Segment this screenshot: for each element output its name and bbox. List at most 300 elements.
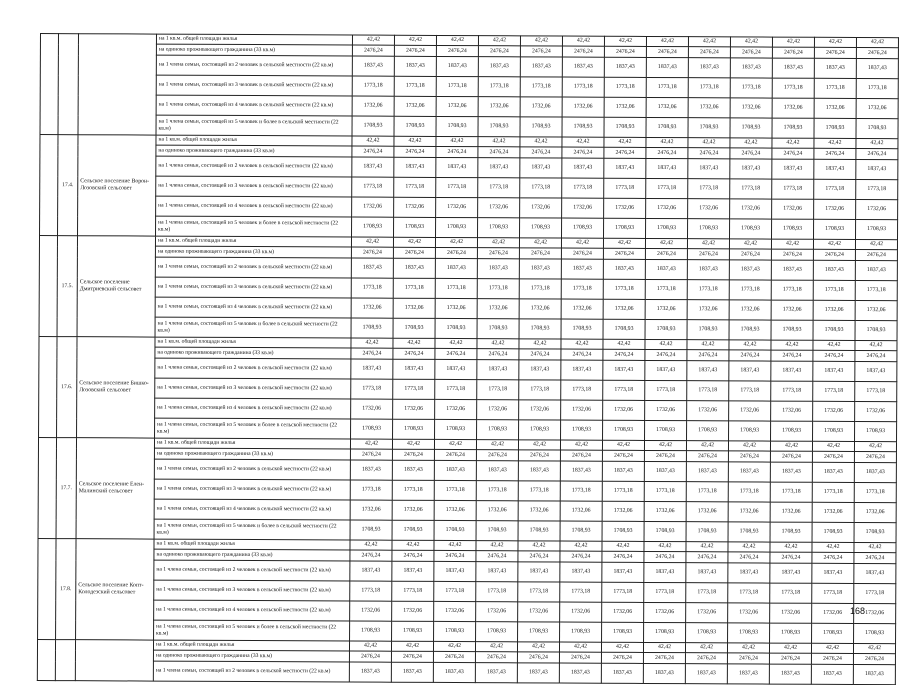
value-cell: 42,42 [351, 338, 393, 348]
value-cell: 1732,06 [770, 502, 812, 522]
value-cell: 1837,43 [476, 562, 518, 582]
value-cell: 1708,93 [519, 420, 561, 440]
value-cell: 42,42 [393, 338, 435, 348]
value-cell: 1837,43 [854, 563, 896, 583]
value-cell: 1773,18 [352, 177, 394, 197]
value-cell: 1837,43 [729, 361, 771, 381]
value-cell: 1708,93 [771, 320, 813, 340]
value-cell: 1708,93 [477, 420, 519, 440]
value-cell: 1732,06 [393, 399, 435, 419]
value-cell: 1773,18 [351, 379, 393, 399]
value-cell: 1708,93 [560, 521, 602, 541]
value-cell: 1837,43 [434, 460, 476, 480]
value-cell: 1732,06 [730, 98, 772, 118]
value-cell: 1837,43 [603, 259, 645, 279]
value-cell: 1732,06 [392, 601, 434, 621]
value-cell: 1773,18 [730, 78, 772, 98]
row-label: на 1 кв.м. общей площади жилья [156, 135, 352, 146]
section-code: 17.8. [56, 539, 76, 640]
value-cell: 42,42 [478, 137, 520, 147]
value-cell: 1837,43 [349, 662, 391, 682]
value-cell: 1732,06 [646, 97, 688, 117]
value-cell: 2476,24 [433, 651, 475, 662]
value-cell: 42,42 [727, 643, 769, 653]
value-cell: 1837,43 [518, 461, 560, 481]
value-cell: 1732,06 [645, 299, 687, 319]
value-cell: 1773,18 [518, 481, 560, 501]
value-cell: 1837,43 [772, 159, 814, 179]
value-cell: 1732,06 [392, 500, 434, 520]
value-cell: 2476,24 [813, 249, 855, 260]
value-cell: 1708,93 [562, 218, 604, 238]
value-cell: 1732,06 [519, 400, 561, 420]
value-cell: 1732,06 [478, 198, 520, 218]
value-cell: 1732,06 [562, 97, 604, 117]
value-cell: 2476,24 [730, 148, 772, 159]
value-cell: 1773,18 [477, 279, 519, 299]
value-cell: 42,42 [349, 641, 391, 651]
value-cell: 1732,06 [434, 500, 476, 520]
value-cell: 1708,93 [520, 218, 562, 238]
value-cell: 42,42 [855, 239, 897, 249]
settlement-name [75, 640, 153, 681]
value-cell: 2476,24 [727, 653, 769, 664]
value-cell: 42,42 [856, 138, 898, 148]
value-cell: 1773,18 [646, 178, 688, 198]
section-code: 17.5. [57, 236, 77, 337]
value-cell: 1837,43 [519, 360, 561, 380]
value-cell: 42,42 [644, 440, 686, 450]
value-cell: 42,42 [476, 440, 518, 450]
row-label: на 1 члена семьи, состоящей из 4 человек в сельской местности (22 кв.м) [154, 499, 350, 520]
value-cell: 2476,24 [562, 46, 604, 57]
section-code [58, 34, 78, 135]
value-cell: 1708,93 [854, 623, 896, 643]
value-cell: 1773,18 [728, 583, 770, 603]
value-cell: 1837,43 [478, 158, 520, 178]
value-cell: 1837,43 [813, 260, 855, 280]
value-cell: 42,42 [351, 237, 393, 247]
row-label: на 1 члена семьи, состоящей из 2 человек в сельской местности (22 кв.м) [156, 55, 352, 76]
value-cell: 1708,93 [728, 623, 770, 643]
value-cell: 1837,43 [520, 57, 562, 77]
value-cell: 1732,06 [728, 502, 770, 522]
value-cell: 42,42 [730, 37, 772, 47]
value-cell: 1773,18 [351, 278, 393, 298]
value-cell: 2476,24 [393, 247, 435, 258]
value-cell: 1837,43 [770, 462, 812, 482]
value-cell: 42,42 [729, 239, 771, 249]
value-cell: 2476,24 [688, 148, 730, 159]
left-margin-cell [37, 639, 55, 680]
value-cell: 42,42 [475, 642, 517, 652]
value-cell: 1837,43 [856, 58, 898, 78]
value-cell: 1732,06 [644, 501, 686, 521]
value-cell: 2476,24 [392, 550, 434, 561]
row-label: на 1 члена семьи, состоящей из 5 человек и более в сельской местности (22 кв.м) [156, 216, 352, 237]
value-cell: 2476,24 [393, 348, 435, 359]
value-cell: 2476,24 [604, 147, 646, 158]
value-cell: 1708,93 [770, 623, 812, 643]
value-cell: 1837,43 [855, 260, 897, 280]
value-cell: 1773,18 [603, 380, 645, 400]
value-cell: 2476,24 [602, 551, 644, 562]
value-cell: 1773,18 [730, 179, 772, 199]
value-cell: 1708,93 [603, 420, 645, 440]
value-cell: 1708,93 [351, 419, 393, 439]
value-cell: 42,42 [562, 36, 604, 46]
value-cell: 1773,18 [476, 481, 518, 501]
value-cell: 1732,06 [686, 502, 728, 522]
value-cell: 2476,24 [349, 651, 391, 662]
value-cell: 1732,06 [646, 198, 688, 218]
value-cell: 2476,24 [772, 47, 814, 58]
value-cell: 2476,24 [517, 652, 559, 663]
value-cell: 42,42 [602, 541, 644, 551]
value-cell: 2476,24 [687, 350, 729, 361]
value-cell: 1732,06 [730, 199, 772, 219]
value-cell: 1732,06 [476, 501, 518, 521]
value-cell: 2476,24 [643, 652, 685, 663]
value-cell: 1773,18 [477, 380, 519, 400]
value-cell: 1708,93 [561, 420, 603, 440]
value-cell: 42,42 [812, 441, 854, 451]
value-cell: 1837,43 [814, 58, 856, 78]
table-row [37, 660, 895, 684]
value-cell: 1773,18 [603, 279, 645, 299]
row-label: на 1 члена семьи, состоящей из 5 человек и более в сельской местности (22 кв.м) [154, 519, 350, 540]
value-cell: 42,42 [645, 339, 687, 349]
row-label: на 1 члена семьи, состоящей из 2 человек в сельской местности (22 кв.м) [155, 358, 351, 379]
value-cell: 42,42 [856, 37, 898, 47]
value-cell: 2476,24 [604, 46, 646, 57]
value-cell: 1837,43 [351, 258, 393, 278]
value-cell: 42,42 [688, 37, 730, 47]
value-cell: 1708,93 [435, 419, 477, 439]
value-cell: 1708,93 [812, 522, 854, 542]
value-cell: 1773,18 [604, 178, 646, 198]
row-label: на 1 члена семьи, состоящей из 2 человек в сельской местности (22 кв.м) [155, 257, 351, 278]
left-margin-cell [38, 538, 56, 639]
value-cell: 1708,93 [730, 118, 772, 138]
value-cell: 1708,93 [561, 319, 603, 339]
value-cell: 2476,24 [391, 651, 433, 662]
value-cell: 42,42 [476, 541, 518, 551]
value-cell: 2476,24 [687, 249, 729, 260]
value-cell: 2476,24 [603, 248, 645, 259]
value-cell: 1732,06 [772, 199, 814, 219]
value-cell: 1773,18 [560, 582, 602, 602]
value-cell: 1837,43 [687, 260, 729, 280]
value-cell: 1837,43 [772, 58, 814, 78]
value-cell: 1773,18 [814, 179, 856, 199]
value-cell: 42,42 [559, 642, 601, 652]
value-cell: 42,42 [814, 138, 856, 148]
value-cell: 1773,18 [436, 177, 478, 197]
row-label: на 1 члена семьи, состоящей из 3 человек в сельской местности (22 кв.м) [154, 479, 350, 500]
value-cell: 1773,18 [561, 380, 603, 400]
value-cell: 42,42 [519, 238, 561, 248]
row-label: на одиноко проживающего гражданина (33 кв.м) [156, 145, 352, 157]
value-cell: 2476,24 [729, 249, 771, 260]
value-cell: 42,42 [436, 136, 478, 146]
value-cell: 1732,06 [771, 300, 813, 320]
value-cell: 1732,06 [728, 603, 770, 623]
value-cell: 1773,18 [394, 76, 436, 96]
value-cell: 42,42 [601, 642, 643, 652]
value-cell: 1773,18 [434, 480, 476, 500]
value-cell: 1708,93 [518, 622, 560, 642]
value-cell: 1732,06 [814, 98, 856, 118]
value-cell: 1773,18 [436, 76, 478, 96]
value-cell: 42,42 [687, 340, 729, 350]
table-body [37, 34, 898, 685]
row-label: на 1 члена семьи, состоящей из 4 человек в сельской местности (22 кв.м) [155, 297, 351, 318]
value-cell: 2476,24 [728, 552, 770, 563]
section-code: 17.4. [58, 135, 78, 236]
value-cell: 42,42 [435, 338, 477, 348]
value-cell: 1837,43 [645, 259, 687, 279]
value-cell: 1708,93 [646, 117, 688, 137]
value-cell: 1837,43 [646, 57, 688, 77]
value-cell: 1773,18 [687, 280, 729, 300]
value-cell: 2476,24 [644, 551, 686, 562]
value-cell: 2476,24 [477, 349, 519, 360]
value-cell: 2476,24 [603, 349, 645, 360]
value-cell: 42,42 [352, 136, 394, 146]
value-cell: 1708,93 [560, 622, 602, 642]
value-cell: 1732,06 [855, 401, 897, 421]
row-label: на 1 члена семьи, состоящей из 3 человек в сельской местности (22 кв.м) [156, 75, 352, 96]
value-cell: 1837,43 [434, 561, 476, 581]
value-cell: 42,42 [854, 441, 896, 451]
value-cell: 1732,06 [394, 197, 436, 217]
value-cell: 1773,18 [855, 381, 897, 401]
value-cell: 1773,18 [812, 583, 854, 603]
value-cell: 1708,93 [729, 421, 771, 441]
value-cell: 2476,24 [645, 248, 687, 259]
value-cell: 2476,24 [435, 348, 477, 359]
value-cell: 1732,06 [560, 501, 602, 521]
value-cell: 42,42 [435, 237, 477, 247]
value-cell: 42,42 [772, 37, 814, 47]
row-label: на 1 члена семьи, состоящей из 4 человек в сельской местности (22 кв.м) [154, 600, 350, 621]
value-cell: 42,42 [394, 35, 436, 45]
value-cell: 42,42 [518, 440, 560, 450]
value-cell: 42,42 [561, 339, 603, 349]
value-cell: 1837,43 [477, 259, 519, 279]
value-cell: 42,42 [520, 137, 562, 147]
value-cell: 2476,24 [729, 350, 771, 361]
value-cell: 2476,24 [394, 45, 436, 56]
value-cell: 1773,18 [518, 582, 560, 602]
value-cell: 1773,18 [392, 581, 434, 601]
value-cell: 2476,24 [814, 47, 856, 58]
value-cell: 42,42 [687, 239, 729, 249]
value-cell: 42,42 [560, 541, 602, 551]
value-cell: 42,42 [604, 137, 646, 147]
value-cell: 1732,06 [394, 96, 436, 116]
value-cell: 1837,43 [351, 359, 393, 379]
value-cell: 1708,93 [435, 318, 477, 338]
value-cell: 1837,43 [811, 664, 853, 684]
value-cell: 1708,93 [350, 520, 392, 540]
value-cell: 1732,06 [350, 500, 392, 520]
value-cell: 42,42 [686, 441, 728, 451]
row-label: на 1 члена семьи, состоящей из 2 человек в сельской местности (22 кв.м) [156, 156, 352, 177]
value-cell: 1708,93 [436, 116, 478, 136]
value-cell: 1773,18 [770, 583, 812, 603]
value-cell: 1732,06 [687, 401, 729, 421]
value-cell: 2476,24 [812, 451, 854, 462]
value-cell: 1732,06 [602, 602, 644, 622]
value-cell: 2476,24 [812, 552, 854, 563]
value-cell: 1837,43 [727, 664, 769, 684]
value-cell: 1837,43 [350, 460, 392, 480]
value-cell: 42,42 [603, 339, 645, 349]
value-cell: 1732,06 [435, 298, 477, 318]
value-cell: 1773,18 [644, 481, 686, 501]
value-cell: 1837,43 [770, 563, 812, 583]
value-cell: 1708,93 [688, 118, 730, 138]
value-cell: 2476,24 [730, 47, 772, 58]
value-cell: 1773,18 [645, 380, 687, 400]
value-cell: 2476,24 [601, 652, 643, 663]
value-cell: 1708,93 [645, 319, 687, 339]
value-cell: 1837,43 [394, 157, 436, 177]
value-cell: 1732,06 [729, 300, 771, 320]
value-cell: 1732,06 [687, 300, 729, 320]
value-cell: 42,42 [433, 641, 475, 651]
value-cell: 1708,93 [770, 522, 812, 542]
value-cell: 1773,18 [392, 480, 434, 500]
value-cell: 1732,06 [688, 199, 730, 219]
value-cell: 2476,24 [476, 450, 518, 461]
value-cell: 1708,93 [856, 219, 898, 239]
value-cell: 42,42 [602, 440, 644, 450]
value-cell: 1837,43 [685, 664, 727, 684]
settlement-name: Сельское поселение Ворон-Лозовский сельсовет [78, 135, 156, 236]
value-cell: 1837,43 [350, 561, 392, 581]
value-cell: 1837,43 [602, 562, 644, 582]
value-cell: 1773,18 [560, 481, 602, 501]
value-cell: 2476,24 [560, 551, 602, 562]
value-cell: 1708,93 [644, 622, 686, 642]
value-cell: 1773,18 [646, 77, 688, 97]
row-label: на 1 кв.м. общей площади жилья [155, 236, 351, 247]
value-cell: 1708,93 [603, 319, 645, 339]
value-cell: 42,42 [646, 36, 688, 46]
value-cell: 1708,93 [394, 116, 436, 136]
value-cell: 2476,24 [644, 450, 686, 461]
value-cell: 42,42 [517, 642, 559, 652]
value-cell: 1732,06 [476, 602, 518, 622]
row-label: на 1 члена семьи, состоящей из 5 человек и более в сельской местности (22 кв.м) [155, 418, 351, 439]
value-cell: 1773,18 [770, 482, 812, 502]
value-cell: 1732,06 [644, 602, 686, 622]
value-cell: 42,42 [561, 238, 603, 248]
value-cell: 1732,06 [604, 198, 646, 218]
value-cell: 1837,43 [602, 461, 644, 481]
value-cell: 1837,43 [730, 58, 772, 78]
row-label: на 1 члена семьи, состоящей из 4 человек в сельской местности (22 кв.м) [156, 95, 352, 116]
value-cell: 1732,06 [814, 199, 856, 219]
value-cell: 1708,93 [812, 623, 854, 643]
value-cell: 1732,06 [856, 98, 898, 118]
value-cell: 1837,43 [561, 259, 603, 279]
value-cell: 1732,06 [518, 602, 560, 622]
value-cell: 42,42 [769, 643, 811, 653]
value-cell: 2476,24 [561, 349, 603, 360]
row-label: на 1 кв.м. общей площади жилья [153, 640, 349, 651]
value-cell: 2476,24 [855, 350, 897, 361]
value-cell: 42,42 [643, 642, 685, 652]
value-cell: 1708,93 [646, 218, 688, 238]
value-cell: 1837,43 [560, 461, 602, 481]
value-cell: 1708,93 [352, 116, 394, 136]
value-cell: 1708,93 [728, 522, 770, 542]
value-cell: 1837,43 [728, 563, 770, 583]
value-cell: 2476,24 [854, 552, 896, 563]
value-cell: 1773,18 [772, 179, 814, 199]
tariff-table [37, 33, 899, 685]
row-label: на одиноко проживающего гражданина (33 кв.м) [153, 650, 349, 662]
value-cell: 1708,93 [645, 420, 687, 440]
row-label: на 1 кв.м. общей площади жилья [155, 337, 351, 348]
value-cell: 42,42 [686, 542, 728, 552]
value-cell: 2476,24 [436, 146, 478, 157]
page-number: 168 [850, 606, 866, 616]
value-cell: 1708,93 [730, 219, 772, 239]
value-cell: 1732,06 [477, 400, 519, 420]
value-cell: 42,42 [350, 439, 392, 449]
value-cell: 1708,93 [687, 320, 729, 340]
value-cell: 42,42 [393, 237, 435, 247]
value-cell: 1773,18 [771, 280, 813, 300]
value-cell: 1837,43 [394, 56, 436, 76]
value-cell: 1708,93 [392, 520, 434, 540]
value-cell: 1837,43 [812, 563, 854, 583]
value-cell: 1732,06 [854, 603, 896, 623]
value-cell: 1773,18 [520, 77, 562, 97]
left-margin-cell [39, 236, 57, 337]
value-cell: 1837,43 [352, 56, 394, 76]
value-cell: 1732,06 [562, 198, 604, 218]
value-cell: 1773,18 [520, 178, 562, 198]
value-cell: 1837,43 [771, 361, 813, 381]
value-cell: 42,42 [392, 540, 434, 550]
value-cell: 1773,18 [476, 582, 518, 602]
value-cell: 1732,06 [812, 603, 854, 623]
value-cell: 1837,43 [562, 57, 604, 77]
value-cell: 1773,18 [854, 482, 896, 502]
row-label: на 1 члена семьи, состоящей из 5 человек и более в сельской местности (22 кв.м) [154, 620, 350, 641]
value-cell: 2476,24 [769, 653, 811, 664]
value-cell: 2476,24 [853, 653, 895, 664]
value-cell: 42,42 [771, 239, 813, 249]
value-cell: 1773,18 [688, 179, 730, 199]
row-label: на одиноко проживающего гражданина (33 кв.м) [154, 448, 350, 460]
value-cell: 1732,06 [771, 401, 813, 421]
value-cell: 1837,43 [559, 663, 601, 683]
value-cell: 1732,06 [436, 96, 478, 116]
value-cell: 42,42 [688, 138, 730, 148]
value-cell: 2476,24 [475, 652, 517, 663]
value-cell: 1773,18 [813, 381, 855, 401]
value-cell: 2476,24 [646, 46, 688, 57]
value-cell: 1837,43 [352, 157, 394, 177]
row-label: на одиноко проживающего гражданина (33 кв.м) [155, 347, 351, 359]
